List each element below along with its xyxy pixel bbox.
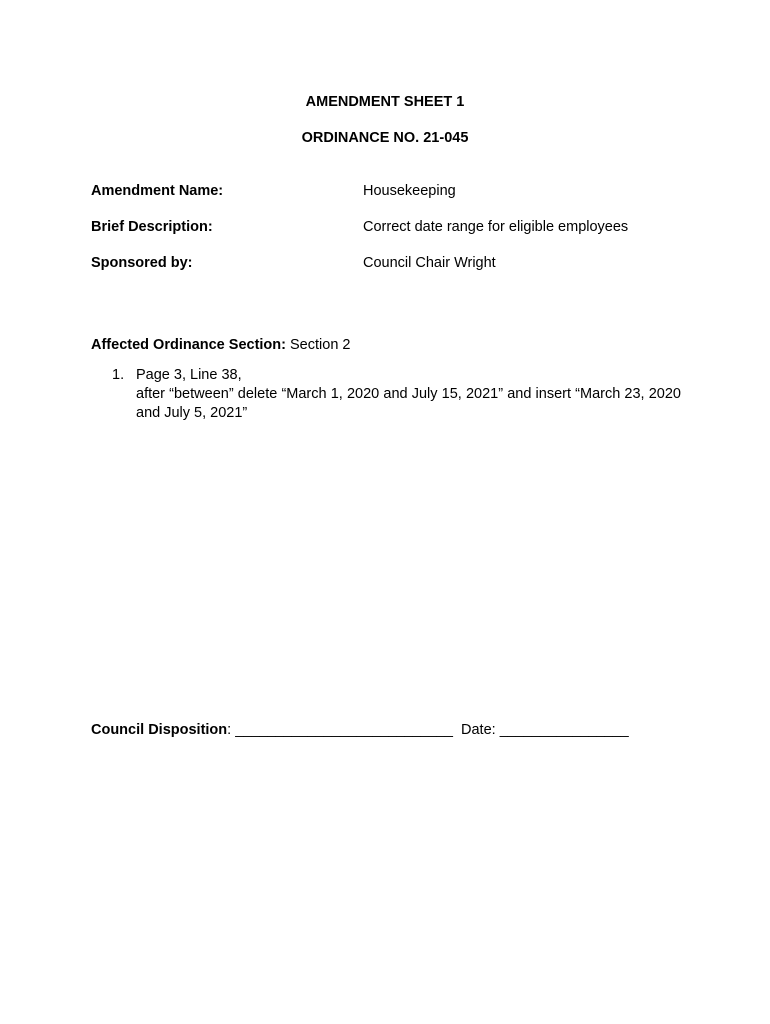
amendment-number: 1.: [112, 367, 125, 383]
affected-section-value: Section 2: [290, 337, 351, 353]
disposition-separator: :: [227, 722, 232, 738]
brief-description-value: Correct date range for eligible employees: [363, 219, 629, 235]
amendment-list: [91, 366, 681, 423]
sheet-title: AMENDMENT SHEET 1: [305, 94, 465, 110]
sponsored-by-value: Council Chair Wright: [363, 255, 496, 271]
amendment-instruction: after “between” delete “March 1, 2020 and July 15, 2021” and insert “March 23, 2020 and July 5, 2021”: [136, 386, 681, 421]
affected-section-label: Affected Ordinance Section:: [91, 337, 286, 353]
ordinance-number: ORDINANCE NO. 21-045: [301, 130, 469, 146]
brief-description-label: Brief Description:: [91, 219, 213, 235]
amendment-name-value: Housekeeping: [363, 183, 456, 199]
amendment-name-label: Amendment Name:: [91, 183, 224, 199]
disposition-label: Council Disposition: [91, 722, 228, 738]
affected-section: [91, 337, 350, 353]
disposition-blank: ___________________________: [231, 722, 461, 738]
sponsored-by-label: Sponsored by:: [91, 255, 193, 271]
amendment-location: Page 3, Line 38,: [136, 367, 242, 383]
date-blank: ________________: [495, 722, 629, 738]
date-label: Date:: [461, 722, 496, 738]
council-disposition: [91, 722, 629, 738]
list-item: [91, 366, 681, 423]
